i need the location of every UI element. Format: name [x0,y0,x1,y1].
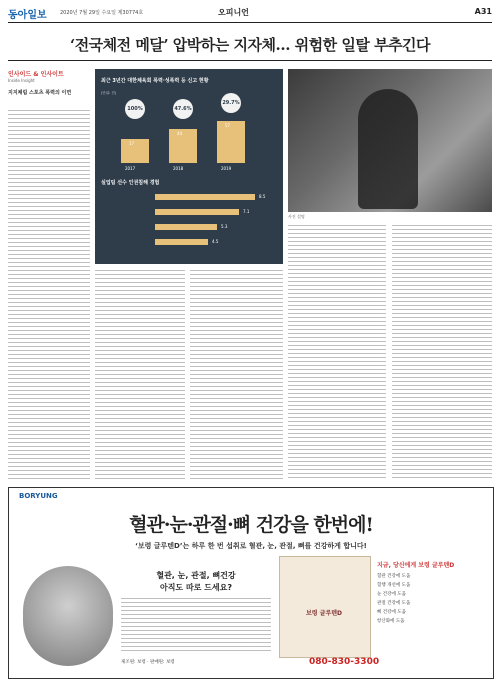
rate-circle: 29.7% [221,93,241,113]
ad-benefit-item: 관절 건강에 도움 [377,601,411,606]
headline-rule [8,60,492,61]
ad-phone-number[interactable]: 080-830-3300 [309,657,380,667]
hbar-value: 5.3 [221,224,228,229]
year-label: 2019 [221,166,232,171]
article-photo [288,69,492,212]
hbar [155,209,239,215]
ad-product-image [279,556,371,658]
ad-benefits-list [377,572,489,626]
ad-subtitle: ‘보령 글루텐D’는 하루 한 번 섭취로 혈관, 눈, 관절, 뼈를 건강하게 합니다! [135,542,367,550]
column-series-tag: 인사이드 & 인사이트 [8,71,64,78]
article-column-1 [8,110,90,480]
year-bar [169,129,197,163]
ad-brand-logo: BORYUNG [19,492,58,500]
year-bar [217,121,245,163]
article-column-4 [288,225,386,480]
hbar [155,224,217,230]
page-headline: ‘전국체전 메달’ 압박하는 지자체… 위험한 일탈 부추긴다 [69,36,431,54]
hbar [155,194,255,200]
ad-footer-text: 제조원: 보령 · 판매원: 보령 [121,660,175,665]
page-number: A31 [474,7,492,16]
photo-caption: 사진 설명 [288,214,305,219]
infographic [95,69,283,264]
bar-count-label: 57 [225,123,231,128]
ad-benefit-item: 눈 건강에 도움 [377,592,406,597]
bar-count-label: 44 [177,131,183,136]
ad-mid-title: 혈관, 눈, 관절, 뼈건강 [156,571,236,580]
hbar [155,239,208,245]
ad-benefit-item: 뼈 건강에 도움 [377,610,406,615]
ad-slogan: 혈관·눈·관절·뼈 건강을 한번에! [129,514,373,536]
year-label: 2017 [125,166,136,171]
bar-count-label: 17 [129,141,135,146]
infographic-subtitle: 실업팀 선수 인권침해 경험 [101,180,160,186]
dateline: 2020년 7월 29일 수요일 제30774호 [60,10,144,16]
ad-model-photo [23,566,113,666]
ad-benefit-item: 혈행 개선에 도움 [377,583,411,588]
rate-circle: 100% [125,99,145,119]
hbar-value: 4.5 [212,239,219,244]
newspaper-logo: 동아일보 [8,10,47,21]
ad-benefit-item: 혈관 건강에 도움 [377,574,411,579]
hbar-value: 7.1 [243,209,250,214]
ad-benefits-title: 지금, 당신에게 보령 글루텐D [377,562,455,569]
ad-mid-subtitle: 아직도 따로 드세요? [159,583,233,592]
column-series-tag-en: Inside Insight [8,78,35,83]
masthead-rule [8,22,492,23]
infographic-unit: (단위: 건) [101,91,117,95]
article-column-3 [190,270,283,480]
advertisement[interactable] [8,487,494,679]
person-silhouette [358,89,418,209]
article-column-2 [95,270,185,480]
column-title: 지지체림 스포츠 폭력의 이면 [8,90,72,96]
rate-circle: 47.6% [173,99,193,119]
year-label: 2018 [173,166,184,171]
hbar-value: 8.5 [259,194,266,199]
ad-body-text [121,598,271,653]
section-title: 오피니언 [218,8,249,17]
ad-product-label: 보령 글루텐D [305,610,343,617]
ad-benefit-item: 항산화에 도움 [377,619,405,624]
infographic-title: 최근 3년간 대한체육회 폭력·성폭력 등 신고 현황 [101,78,209,84]
masthead [8,6,492,20]
year-bar [121,139,149,163]
columnist-box [8,69,90,96]
article-column-5 [392,225,492,480]
